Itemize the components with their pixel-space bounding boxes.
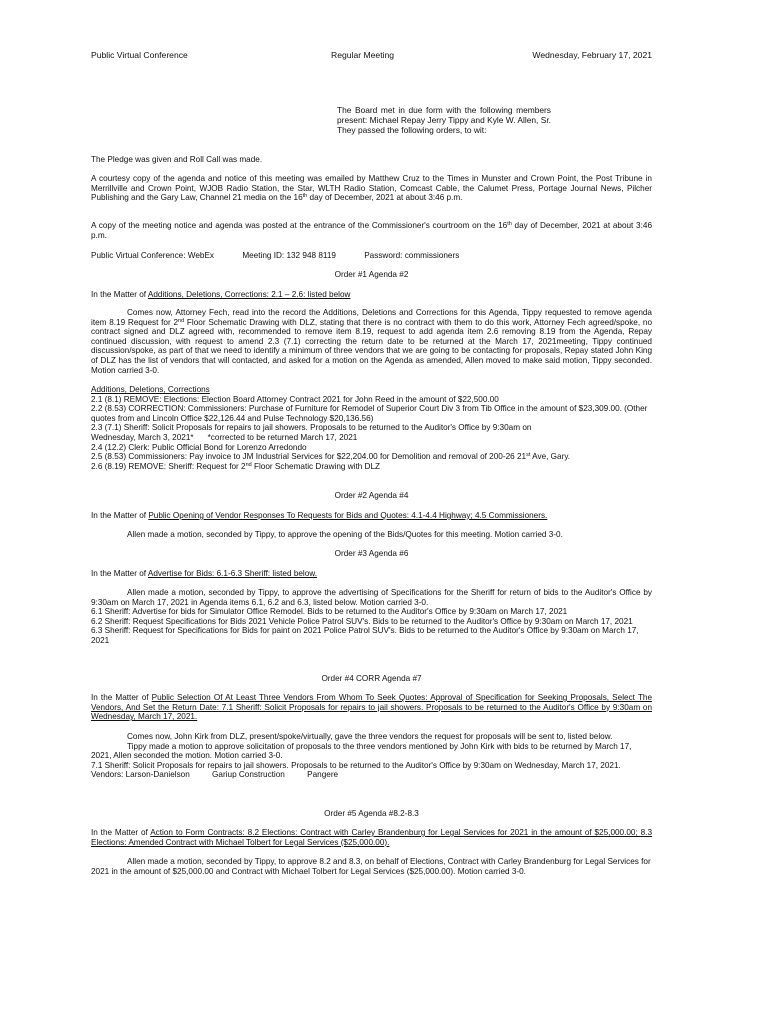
order-items: Additions, Deletions, Corrections 2.1 (8.1) REMOVE: Elections: Election Board Attorney Contract 2021 for John Reed in the amount of $22,500.00 2.2 (8.53) CORRECTION: Commissioners: Purchase of Furniture for Remodel of Superior Court Div 3 from Tib Office in the amount of $23,309.00. (Other quotes from and Lincoln Office $22,126.44 and Pulse Technology $20,136.56) 2.3 (7.1) Sheriff: Solicit Proposals for repairs to jail showers. Proposals to be returned to the Auditor's Office by 9:30am on Wednesday, March 3, 2021* *corrected to be returned March 17, 2021 2.4 (12.2) Clerk: Public Official Bond for Lorenzo Arredondo 2.5 (8.53) Commissioners: Pay invoice to JM Industrial Services for $22,204.00 for Demolition and removal of 200-26 21st Ave, Gary. 2.6 (8.19) REMOVE: Sheriff: Request for 2nd Floor Schematic Drawing with DLZ bbox=[91, 385, 648, 471]
order-title: Order #2 Agenda #4 bbox=[334, 491, 409, 500]
pledge-line: The Pledge was given and Roll Call was made. bbox=[91, 155, 263, 164]
posted-paragraph: A copy of the meeting notice and agenda was posted at the entrance of the Commissioner's courtroom on the 16th day of December, 2021 at about 3:46 p.m. bbox=[91, 221, 652, 240]
conference-label: Public Virtual Conference: WebEx bbox=[91, 251, 215, 260]
order-title: Order #5 Agenda #8.2-8.3 bbox=[324, 809, 419, 818]
meeting-password: Password: commissioners bbox=[364, 251, 460, 260]
intro-paragraph: The Board met in due form with the following members present: Michael Repay Jerry Tippy and Kyle W. Allen, Sr. They passed the following orders, to wit: bbox=[337, 105, 551, 136]
header-date: Wednesday, February 17, 2021 bbox=[532, 50, 652, 60]
meeting-id: Meeting ID: 132 948 8119 bbox=[242, 251, 336, 260]
order-matter: In the Matter of Public Selection Of At Least Three Vendors From Whom To Seek Quotes: Approval of Specification for Seeking Proposals, Select The Vendors, And Set the Return Date: 7.1 Sheriff: Solicit Proposals for repairs to jail showers. Proposals to be returned to the Auditor's Office by 9:30am on Wednesday, March 17, 2021. bbox=[91, 693, 652, 722]
order-body: Allen made a motion, seconded by Tippy, to approve the opening of the Bids/Quotes for this meeting. Motion carried 3-0. bbox=[127, 530, 563, 539]
header-center: Regular Meeting bbox=[331, 50, 395, 60]
page-header bbox=[91, 50, 652, 62]
order-body: Allen made a motion, seconded by Tippy, to approve 8.2 and 8.3, on behalf of Elections, Contract with Carley Brandenburg for Legal Services for 2021 in the amount of $25,000.00 and Contract with Michael Tolbert for Legal Services ($25,000.00). Motion carried 3-0. bbox=[91, 857, 651, 876]
order-title: Order #1 Agenda #2 bbox=[334, 270, 409, 279]
order-matter: In the Matter of Additions, Deletions, Corrections: 2.1 – 2.6: listed below bbox=[91, 290, 351, 299]
order-body: Allen made a motion, seconded by Tippy, to approve the advertising of Specifications for the Sheriff for return of bids to the Auditor's Office by 9:30am on March 17, 2021 in Agenda items 6.1, 6.2 and 6.3, listed below. Motion carried 3-0. 6.1 Sheriff: Advertise for bids for Simulator Office Remodel. Bids to be returned to the Auditor's Office by 9:30am on March 17, 2021 6.2 Sheriff: Request Specifications for Bids 2021 Vehicle Police Patrol SUV's. Bids to be returned to the Auditor's Office by 9:30am on March 17, 2021 6.3 Sheriff: Request for Specifications for Bids for paint on 2021 Police Patrol SUV's. Bids to be returned to the Auditor's Office by 9:30am on March 17, 2021 bbox=[91, 588, 652, 645]
order-title: Order #3 Agenda #6 bbox=[334, 549, 409, 558]
header-left: Public Virtual Conference bbox=[91, 50, 188, 60]
order-matter: In the Matter of Advertise for Bids: 6.1-6.3 Sheriff: listed below. bbox=[91, 569, 318, 578]
order-title: Order #4 CORR Agenda #7 bbox=[321, 674, 422, 683]
courtesy-paragraph: A courtesy copy of the agenda and notice of this meeting was emailed by Matthew Cruz to the Times in Munster and Crown Point, the Post Tribune in Merrillville and Crown Point, WJOB Radio Station, the Star, WLTH Radio Station, Comcast Cable, the Calumet Press, Portage Journal News, Pilcher Publishing and the Gary Law, Channel 21 media on the 16th day of December, 2021 at about 3:46 p.m. bbox=[91, 174, 652, 203]
order-matter: In the Matter of Public Opening of Vendor Responses To Requests for Bids and Quotes: 4.1-4.4 Highway; 4.5 Commissioners. bbox=[91, 511, 548, 520]
conference-line bbox=[91, 251, 652, 261]
order-body: Comes now, John Kirk from DLZ, present/spoke/virtually, gave the three vendors the request for proposals will be sent to, listed below. Tippy made a motion to approve solicitation of proposals to the three vendors mentioned by John Kirk with bids to be returned by March 17, 2021, Allen seconded the motion. Motion carried 3-0. 7.1 Sheriff: Solicit Proposals for repairs to jail showers. Proposals to be returned to the Auditor's Office by 9:30am on Wednesday, March 17, 2021. Vendors: Larson-Danielson Gariup Construction Pangere bbox=[91, 732, 632, 780]
order-matter: In the Matter of Action to Form Contracts: 8.2 Elections: Contract with Carley Brandenburg for Legal Services for 2021 in the amount of $25,000.00; 8.3 Elections: Amended Contract with Michael Tolbert for Legal Services ($25,000.00). bbox=[91, 828, 652, 847]
order-body: Comes now, Attorney Fech, read into the record the Additions, Deletions and Corrections for this Agenda, Tippy requested to remove agenda item 8.19 Request for 2nd Floor Schematic Drawing with DLZ, stating that there is no contract with them to do this work, Attorney Fech agreed/spoke, no contract signed and DLZ agreed with, recommended to remove item 8.19, request to add agenda item 2.6 removing 8.19 from the Agenda, Repay continued discussion, with request to amend 2.3 (7.1) correcting the return date to be returned at the March 17, 2021meeting, Tippy continued discussion/spoke, as part of that we need to identify a minimum of three vendors that we are going to be contacting for proposals, Repay stated John King of DLZ has the list of vendors that will contacted, and asked for a motion on the Agenda as amended, Allen moved to make said motion, Tippy seconded. Motion carried 3-0. bbox=[91, 308, 653, 375]
